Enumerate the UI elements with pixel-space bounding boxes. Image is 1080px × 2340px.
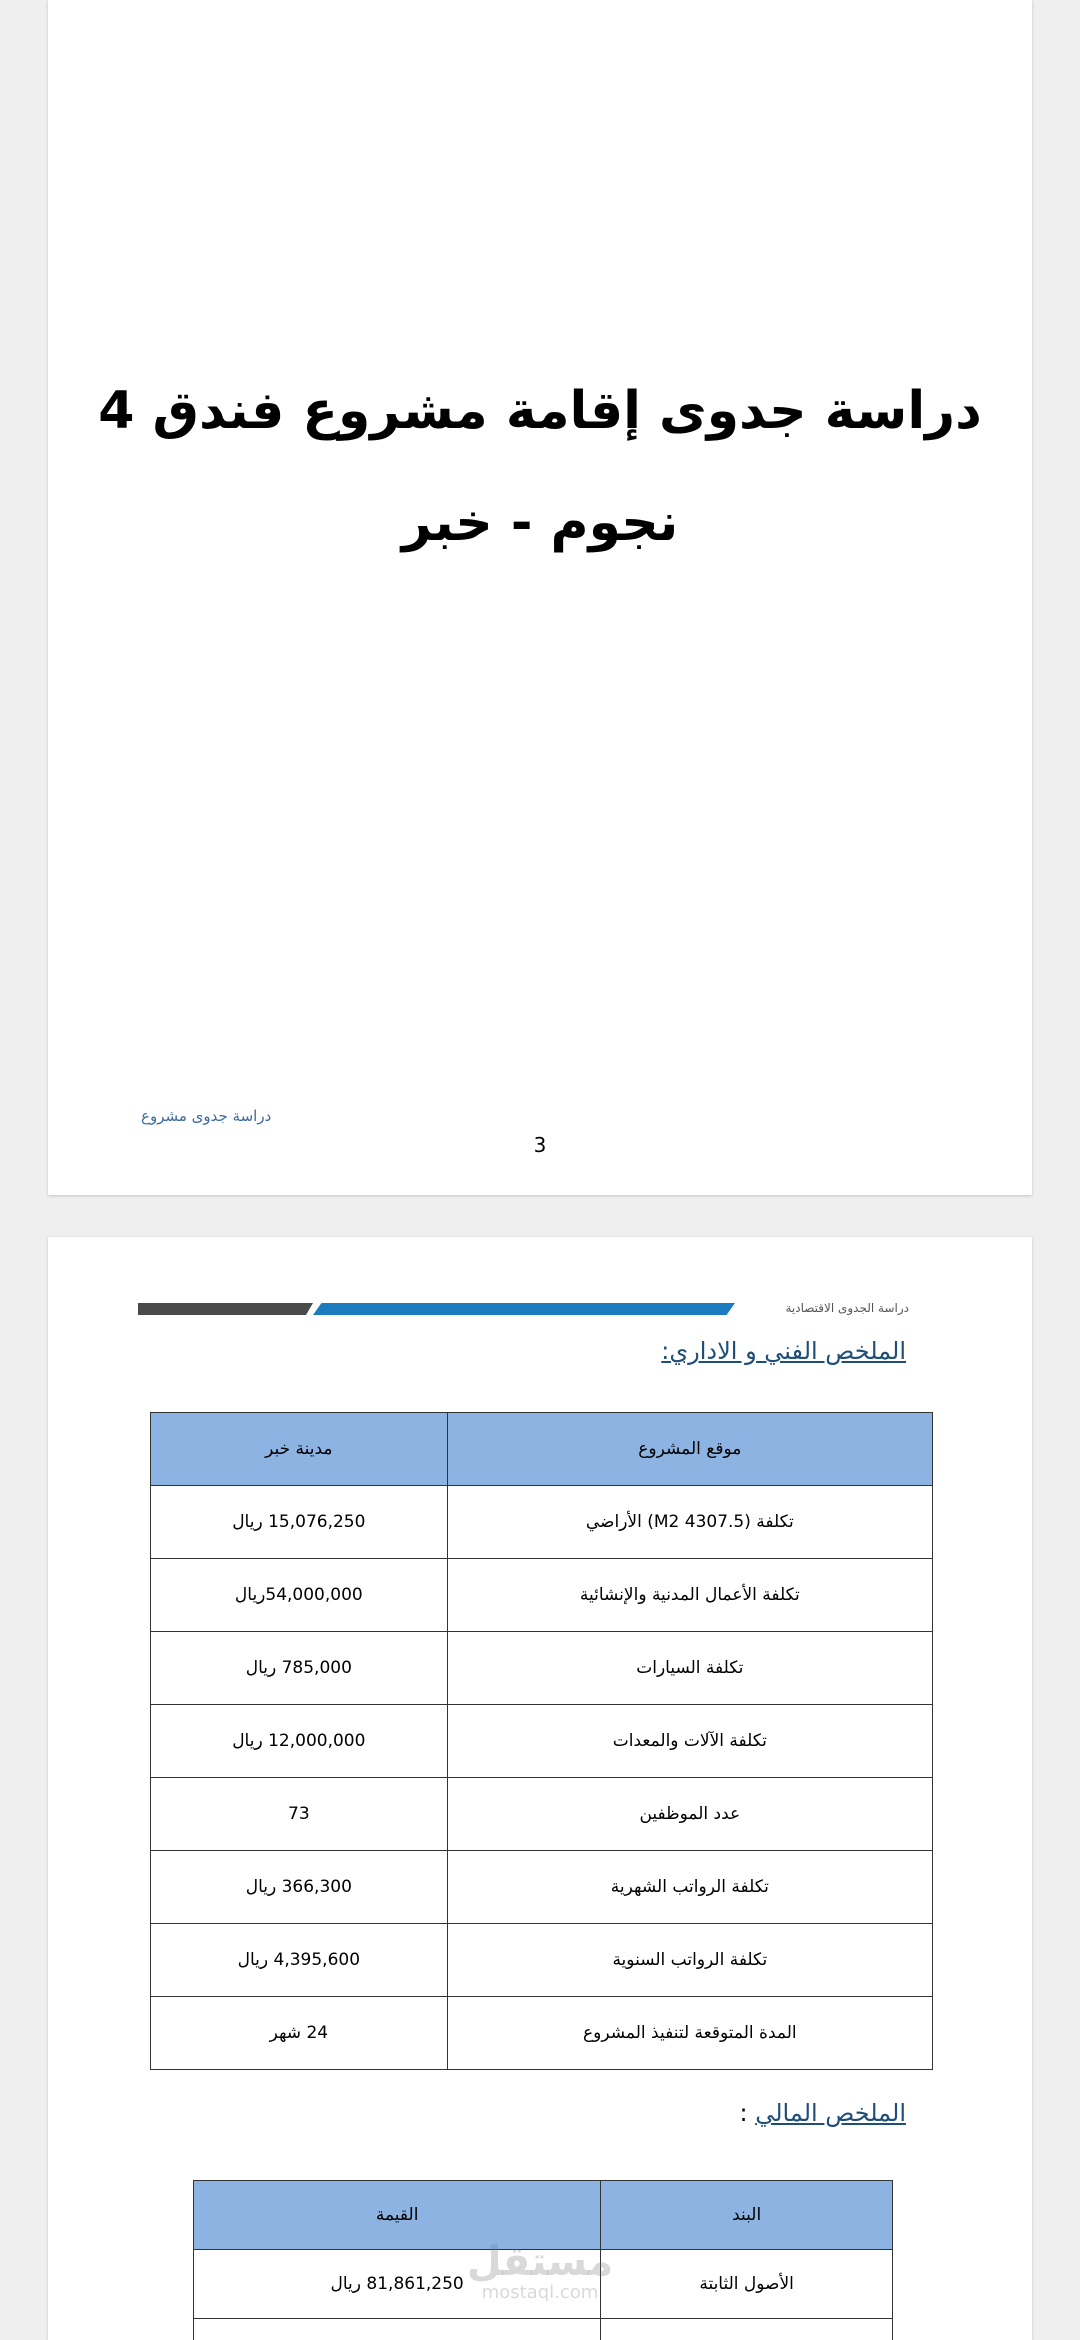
technical-summary-title-text: الملخص الفني و الاداري: [661, 1337, 906, 1365]
watermark-logo [48, 2239, 1032, 2304]
table-row [151, 1778, 933, 1851]
table-cell-label: تكلفة الرواتب الشهرية [447, 1851, 932, 1924]
table-cell-value: 24 شهر [151, 1997, 448, 2070]
title-line-2: نجوم - خبر [401, 493, 679, 553]
table-header-cell: مدينة خبر [151, 1413, 448, 1486]
watermark-line-2: mostaql.com [481, 2282, 599, 2303]
table-cell-label [601, 2319, 893, 2340]
table-row [151, 1559, 933, 1632]
table-cell-label: تكلفة الرواتب السنوية [447, 1924, 932, 1997]
table-header-row [151, 1413, 933, 1486]
technical-summary-table [150, 1412, 933, 2070]
table-cell-label: تكلفة (4307.5 M2) الأراضي [447, 1486, 932, 1559]
header-bar-blue [313, 1303, 735, 1315]
table-cell-value [194, 2319, 601, 2340]
table-cell-value: 366,300 ريال [151, 1851, 448, 1924]
table-row [194, 2319, 893, 2340]
table-cell-label: عدد الموظفين [447, 1778, 932, 1851]
technical-summary-title [661, 1337, 906, 1365]
table-row [151, 1705, 933, 1778]
table-cell-label: المدة المتوقعة لتنفيذ المشروع [447, 1997, 932, 2070]
financial-summary-title-suffix: : [739, 2099, 756, 2127]
footer-note: دراسة جدوى مشروع [141, 1107, 272, 1125]
table-cell-value: 73 [151, 1778, 448, 1851]
table-row [151, 1997, 933, 2070]
table-cell-value: 15,076,250 ريال [151, 1486, 448, 1559]
table-cell-label: الأصول الثابتة [601, 2250, 893, 2319]
table-cell-value: 785,000 ريال [151, 1632, 448, 1705]
header-label: دراسة الجدوى الاقتصادية [785, 1301, 909, 1315]
table-row [151, 1486, 933, 1559]
document-page-2 [48, 1237, 1032, 2340]
table-cell-label: تكلفة الآلات والمعدات [447, 1705, 932, 1778]
document-page-1 [48, 0, 1032, 1195]
table-cell-value: 4,395,600 ريال [151, 1924, 448, 1997]
table-cell-value: 54,000,000ريال [151, 1559, 448, 1632]
financial-summary-title-text: الملخص المالي [755, 2099, 906, 2127]
table-cell-label: تكلفة السيارات [447, 1632, 932, 1705]
table-cell-value: 81,861,250 ريال [194, 2250, 601, 2319]
financial-summary-title [739, 2099, 906, 2127]
page-title [48, 355, 1032, 579]
table-header-cell: موقع المشروع [447, 1413, 932, 1486]
header-bar-dark [138, 1303, 313, 1315]
table-cell-label: تكلفة الأعمال المدنية والإنشائية [447, 1559, 932, 1632]
table-header-cell: البند [601, 2181, 893, 2250]
table-row [151, 1851, 933, 1924]
table-row [151, 1924, 933, 1997]
page-number: 3 [533, 1133, 547, 1157]
title-line-1: دراسة جدوى إقامة مشروع فندق 4 [98, 381, 982, 441]
watermark-line-1: مستقل [466, 2239, 614, 2285]
table-row [151, 1632, 933, 1705]
table-header-cell: القيمة [194, 2181, 601, 2250]
table-cell-value: 12,000,000 ريال [151, 1705, 448, 1778]
